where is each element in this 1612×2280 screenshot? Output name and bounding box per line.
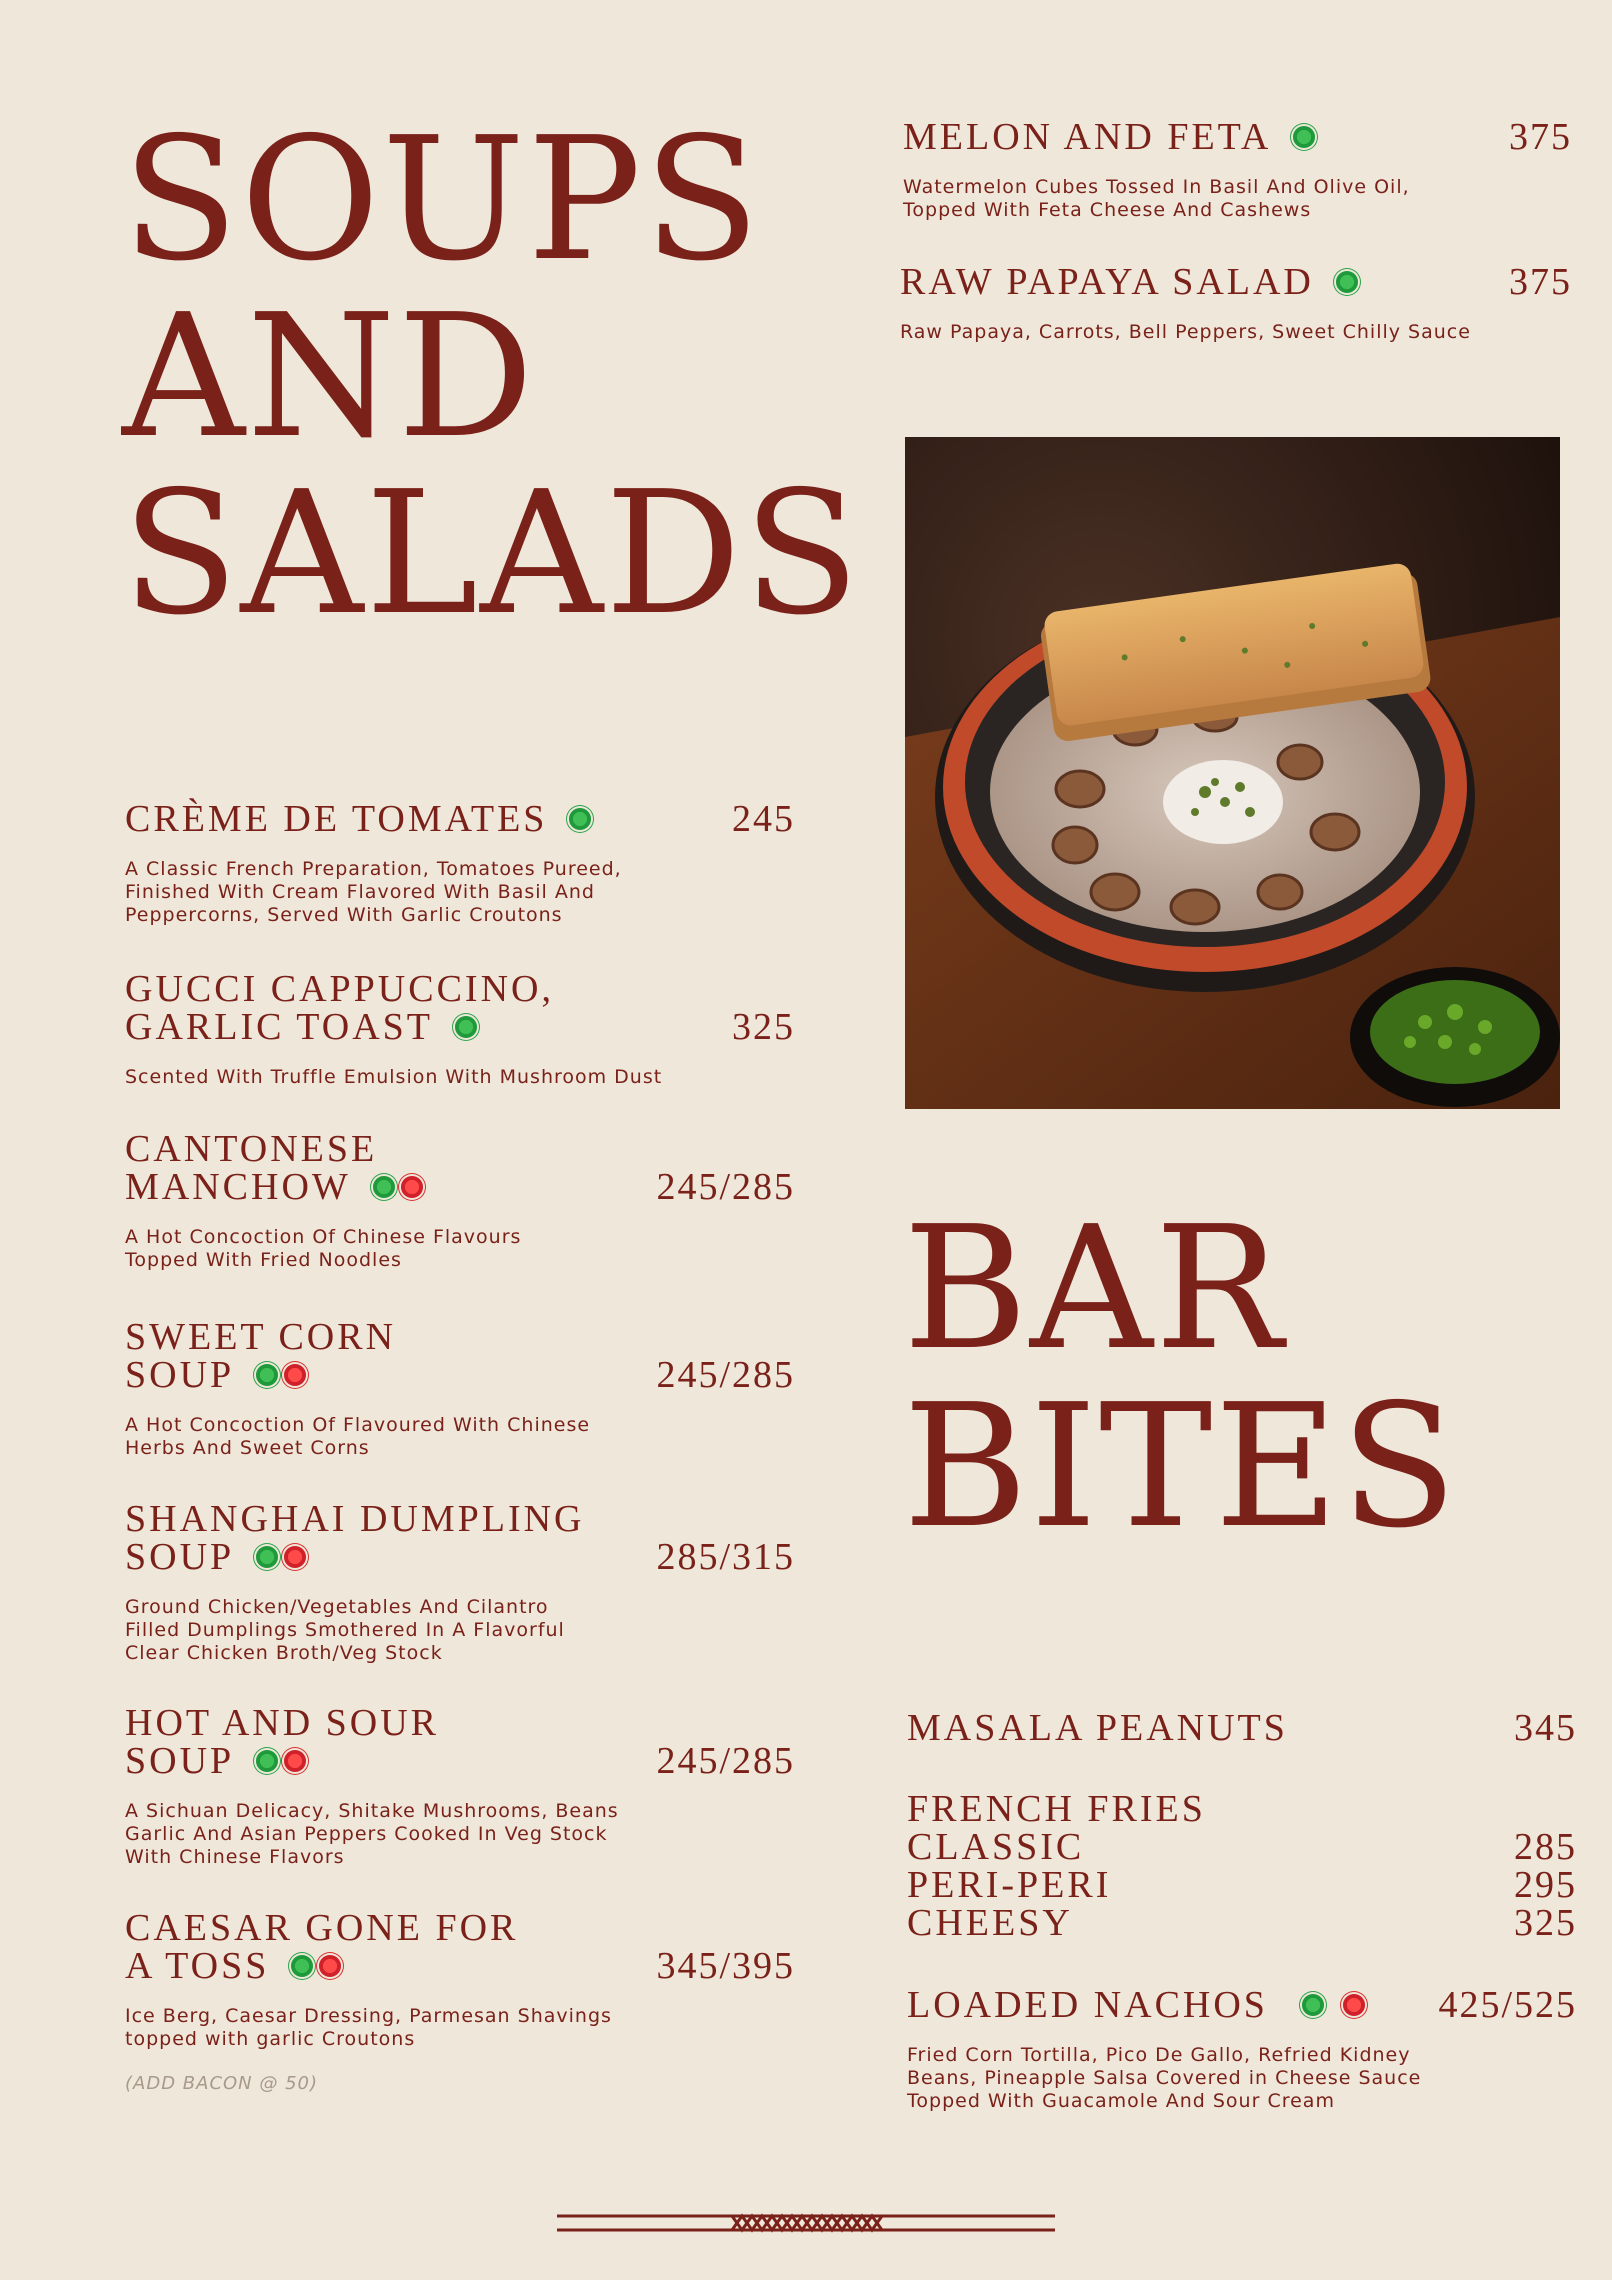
menu-item-french-fries: [907, 1790, 1577, 1942]
non-veg-icon: [284, 1364, 306, 1386]
item-description: [125, 2005, 795, 2051]
footer-ornament-icon: [557, 2205, 1055, 2241]
item-description-line: Clear Chicken Broth/Veg Stock: [125, 1642, 443, 1664]
item-name: MASALA PEANUTS: [907, 1707, 1288, 1749]
item-price: 375: [1509, 116, 1572, 158]
variant-price: 285: [1514, 1826, 1577, 1868]
item-name-block: [900, 263, 1572, 301]
item-name-block: [125, 800, 795, 838]
fries-variant: [907, 1866, 1577, 1904]
item-name-text: SWEET CORN: [125, 1316, 397, 1358]
item-name: [125, 1500, 795, 1538]
non-veg-icon: [319, 1955, 341, 1977]
title-line: SOUPS: [122, 101, 762, 299]
item-description-line: Topped With Feta Cheese And Cashews: [903, 199, 1312, 221]
item-name-text: HOT AND SOUR: [125, 1702, 440, 1744]
item-name-text: LOADED NACHOS: [907, 1984, 1268, 2026]
variant-price: 295: [1514, 1864, 1577, 1906]
item-description-line: Garlic And Asian Peppers Cooked In Veg Stock: [125, 1823, 608, 1845]
menu-item-loaded-nachos: [907, 1986, 1577, 2113]
non-veg-icon: [401, 1176, 423, 1198]
item-name: [125, 1130, 795, 1168]
menu-item: [900, 263, 1572, 344]
item-description-line: Peppercorns, Served With Garlic Croutons: [125, 904, 563, 926]
title-line: BITES: [903, 1368, 1460, 1566]
variant-price: 325: [1514, 1902, 1577, 1944]
soup-photo: [905, 437, 1560, 1109]
variant-name: PERI-PERI: [907, 1864, 1112, 1906]
item-name-text: MANCHOW: [125, 1166, 351, 1208]
item-description-line: topped with garlic Croutons: [125, 2028, 416, 2050]
menu-item-masala-peanuts: [907, 1709, 1577, 1747]
item-description: [125, 1596, 795, 1665]
item-name-text: RAW PAPAYA SALAD: [900, 261, 1314, 303]
menu-item: [903, 118, 1572, 222]
item-description: [125, 1226, 795, 1272]
item-note: (ADD BACON @ 50): [125, 2073, 319, 2094]
menu-item: [125, 1909, 795, 2094]
veg-icon: [1302, 1994, 1324, 2016]
veg-icon: [455, 1016, 477, 1038]
item-description-line: Raw Papaya, Carrots, Bell Peppers, Sweet Chilly Sauce: [900, 321, 1471, 343]
item-price: 245: [732, 798, 795, 840]
item-price: 245/285: [656, 1166, 795, 1208]
menu-item: [125, 970, 795, 1089]
item-name-text: MELON AND FETA: [903, 116, 1272, 158]
item-description-line: A Hot Concoction Of Flavoured With Chinese: [125, 1414, 591, 1436]
item-name-text: SOUP: [125, 1354, 235, 1396]
menu-item: [125, 1130, 795, 1272]
title-line: AND: [122, 278, 536, 476]
item-price: 375: [1509, 261, 1572, 303]
item-name-text: A TOSS: [125, 1945, 270, 1987]
item-description-line: Topped With Fried Noodles: [125, 1249, 402, 1271]
item-price: 345/395: [656, 1945, 795, 1987]
title-line: BAR: [903, 1190, 1285, 1388]
fries-variant: [907, 1904, 1577, 1942]
item-price: 245/285: [656, 1354, 795, 1396]
item-description: [125, 1414, 795, 1460]
item-description-line: Herbs And Sweet Corns: [125, 1437, 370, 1459]
veg-icon: [1293, 126, 1315, 148]
veg-icon: [256, 1750, 278, 1772]
item-description-line: Ground Chicken/Vegetables And Cilantro: [125, 1596, 549, 1618]
fries-variant: [907, 1828, 1577, 1866]
item-description-line: A Hot Concoction Of Chinese Flavours: [125, 1226, 522, 1248]
menu-item: [125, 800, 795, 927]
item-name: [125, 1318, 795, 1356]
item-description-line: A Sichuan Delicacy, Shitake Mushrooms, Beans: [125, 1800, 619, 1822]
veg-icon: [256, 1364, 278, 1386]
item-name-text: SHANGHAI DUMPLING: [125, 1498, 585, 1540]
item-name-text: SOUP: [125, 1536, 235, 1578]
item-name-text: CAESAR GONE FOR: [125, 1907, 519, 1949]
item-description-line: Filled Dumplings Smothered In A Flavorful: [125, 1619, 565, 1641]
non-veg-icon: [284, 1546, 306, 1568]
item-name-text: GUCCI CAPPUCCINO,: [125, 968, 554, 1010]
item-name: [903, 118, 1572, 156]
item-name-text: SOUP: [125, 1740, 235, 1782]
item-description-line: Finished With Cream Flavored With Basil And: [125, 881, 595, 903]
item-name-block: [903, 118, 1572, 156]
veg-icon: [569, 808, 591, 830]
section-title-bar-bites: [903, 1190, 1460, 1566]
menu-item: [125, 1704, 795, 1869]
item-description: [903, 176, 1572, 222]
item-name: [125, 800, 795, 838]
item-name: [125, 970, 795, 1008]
item-price: 345: [1514, 1707, 1577, 1749]
item-name-text: CRÈME DE TOMATES: [125, 798, 548, 840]
item-description-line: Watermelon Cubes Tossed In Basil And Olive Oil,: [903, 176, 1410, 198]
item-description-line: Beans, Pineapple Salsa Covered in Cheese Sauce: [907, 2067, 1422, 2089]
menu-item: [125, 1500, 795, 1665]
item-name-text: GARLIC TOAST: [125, 1006, 434, 1048]
item-name: FRENCH FRIES: [907, 1788, 1206, 1830]
veg-icon: [256, 1546, 278, 1568]
veg-icon: [373, 1176, 395, 1198]
mushroom-soup-illustration: [905, 437, 1560, 1109]
menu-item: [125, 1318, 795, 1460]
variant-name: CHEESY: [907, 1902, 1073, 1944]
item-description-line: A Classic French Preparation, Tomatoes Pureed,: [125, 858, 622, 880]
non-veg-icon: [1343, 1994, 1365, 2016]
veg-icon: [291, 1955, 313, 1977]
item-description-line: Scented With Truffle Emulsion With Mushroom Dust: [125, 1066, 663, 1088]
item-description: [900, 321, 1572, 344]
item-name: [900, 263, 1572, 301]
item-name: [125, 1008, 795, 1046]
item-description-line: With Chinese Flavors: [125, 1846, 345, 1868]
item-description-line: Fried Corn Tortilla, Pico De Gallo, Refried Kidney: [907, 2044, 1411, 2066]
item-price: 245/285: [656, 1740, 795, 1782]
variant-name: CLASSIC: [907, 1826, 1085, 1868]
item-description-line: Ice Berg, Caesar Dressing, Parmesan Shavings: [125, 2005, 612, 2027]
veg-icon: [1336, 271, 1358, 293]
item-name: [125, 1704, 795, 1742]
item-price: 325: [732, 1006, 795, 1048]
item-name: [125, 1909, 795, 1947]
item-name-block: [125, 970, 795, 1046]
item-description: [125, 1800, 795, 1869]
item-description: [125, 858, 795, 927]
item-description-line: Topped With Guacamole And Sour Cream: [907, 2090, 1335, 2112]
item-price: 285/315: [656, 1536, 795, 1578]
item-description: [125, 1066, 795, 1089]
item-price: 425/525: [1438, 1984, 1577, 2026]
non-veg-icon: [284, 1750, 306, 1772]
title-line: SALADS: [122, 455, 862, 653]
section-title-soups-and-salads: [122, 101, 862, 653]
item-name-text: CANTONESE: [125, 1128, 378, 1170]
